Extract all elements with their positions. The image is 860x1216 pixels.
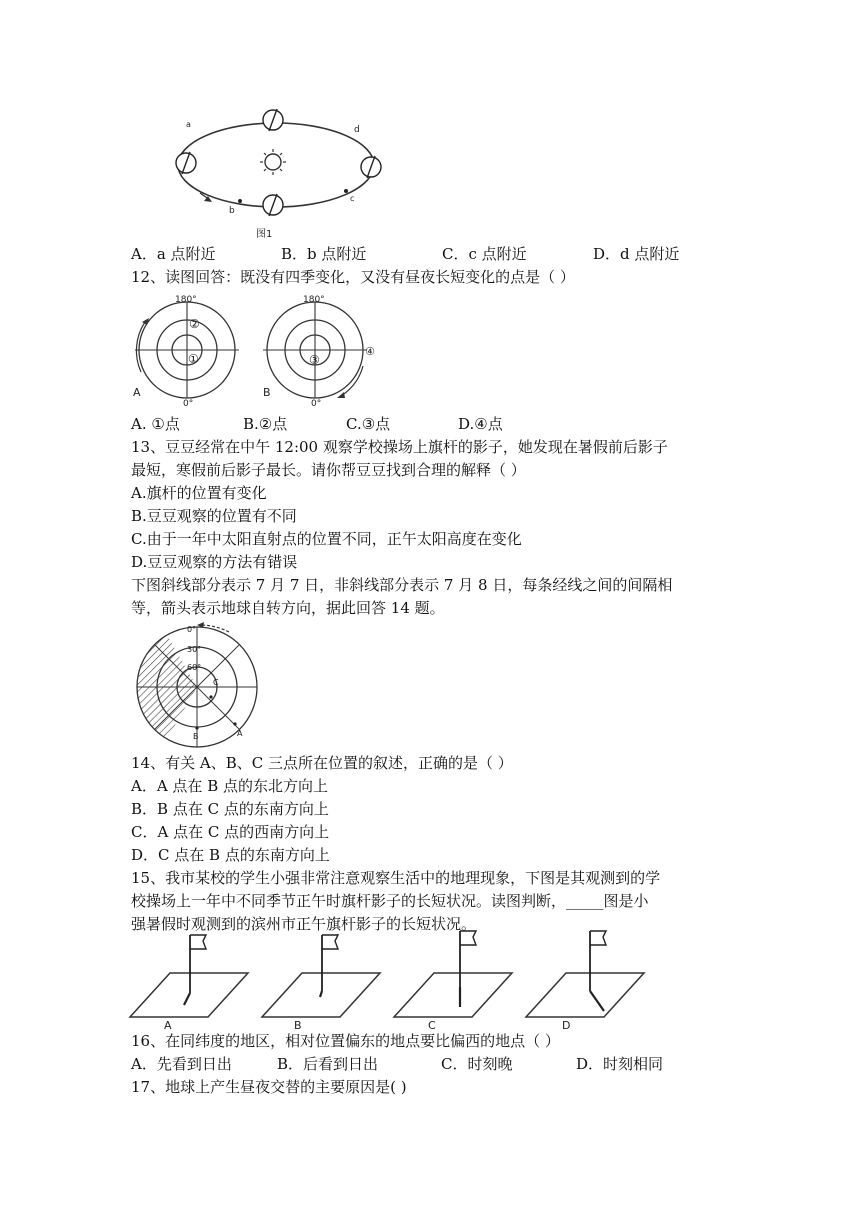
orbit-label-a: a xyxy=(186,120,191,129)
q15-stem-line3: 强暑假时观测到的滨州市正午旗杆影子的长短状况。 xyxy=(131,915,477,933)
q12-option-c[interactable]: C.③点 xyxy=(346,415,391,433)
q13-stem-line1: 13、豆豆经常在中午 12:00 观察学校操场上旗杆的影子，她发现在暑假前后影子 xyxy=(131,438,668,456)
polar-a-mark-2: ② xyxy=(189,317,200,331)
polar-diagram-b xyxy=(263,295,375,409)
sun-icon xyxy=(260,149,286,175)
polar-a-mark-1: ① xyxy=(188,352,199,366)
q13-option-a[interactable]: A.旗杆的位置有变化 xyxy=(131,484,267,502)
q13-option-d[interactable]: D.豆豆观察的方法有错误 xyxy=(131,553,298,571)
q12-option-b[interactable]: B.②点 xyxy=(243,415,288,433)
fig3-label-b: B xyxy=(193,732,199,741)
q16-option-b[interactable]: B．后看到日出 xyxy=(277,1055,379,1073)
q11-option-b[interactable]: B．b 点附近 xyxy=(281,245,367,263)
flagpole-label-a: A xyxy=(164,1019,172,1031)
fig3-label-30deg: 30° xyxy=(187,645,202,654)
q14-intro-line1: 下图斜线部分表示 7 月 7 日，非斜线部分表示 7 月 8 日，每条经线之间的间隔相 xyxy=(131,576,673,594)
polar-b-mark-4: ④ xyxy=(365,345,375,358)
q14-stem: 14、有关 A、B、C 三点所在位置的叙述，正确的是（ ） xyxy=(131,754,513,772)
polar-b-letter: B xyxy=(263,386,271,399)
polar-b-top-label: 180° xyxy=(303,295,325,305)
flagpole-label-d: D xyxy=(562,1019,571,1031)
q12-option-a[interactable]: A. ①点 xyxy=(131,415,180,433)
q13-option-c[interactable]: C.由于一年中太阳直射点的位置不同，正午太阳高度在变化 xyxy=(131,530,522,548)
q14-option-b[interactable]: B．B 点在 C 点的东南方向上 xyxy=(131,800,329,818)
flagpole-diagram-c xyxy=(394,931,512,1031)
orbit-label-d: d xyxy=(354,125,360,135)
flagpole-diagram-b xyxy=(262,935,380,1031)
polar-a-bottom-label: 0° xyxy=(183,399,194,409)
q12-stem: 12、读图回答：既没有四季变化，又没有昼夜长短变化的点是（ ） xyxy=(131,268,575,286)
polar-a-top-label: 180° xyxy=(175,295,197,305)
fig3-label-a: A xyxy=(237,729,243,738)
q11-option-c[interactable]: C．c 点附近 xyxy=(442,245,527,263)
polar-figure xyxy=(131,292,381,410)
q11-option-a[interactable]: A．a 点附近 xyxy=(131,245,216,263)
fig3-label-60deg: 60° xyxy=(187,663,202,672)
polar-diagram-a xyxy=(133,295,239,409)
q16-option-a[interactable]: A．先看到日出 xyxy=(131,1055,232,1073)
q14-option-d[interactable]: D．C 点在 B 点的东南方向上 xyxy=(131,846,330,864)
fig3-label-c: C xyxy=(213,678,219,687)
q15-stem-line2: 校操场上一年中不同季节正午时旗杆影子的长短状况。读图判断，_____图是小 xyxy=(131,892,649,910)
orbit-label-b: b xyxy=(229,206,235,216)
q16-option-d[interactable]: D．时刻相同 xyxy=(576,1055,664,1073)
flagpole-label-b: B xyxy=(294,1019,302,1031)
q13-stem-line2: 最短，寒假前后影子最长。请你帮豆豆找到合理的解释（ ） xyxy=(131,461,526,479)
q17-stem: 17、地球上产生昼夜交替的主要原因是( ) xyxy=(131,1078,407,1096)
q14-option-a[interactable]: A．A 点在 B 点的东北方向上 xyxy=(131,777,328,795)
orbit-label-c: c xyxy=(350,194,355,203)
flagpole-label-c: C xyxy=(428,1019,436,1031)
flagpole-diagram-d xyxy=(526,931,644,1031)
q14-intro-line2: 等，箭头表示地球自转方向，据此回答 14 题。 xyxy=(131,599,445,617)
q15-stem-line1: 15、我市某校的学生小强非常注意观察生活中的地理现象，下图是其观测到的学 xyxy=(131,869,661,887)
flagpole-diagram-a xyxy=(130,935,248,1031)
flagpole-shadows-figure xyxy=(128,925,648,1031)
polar-b-mark-3: ③ xyxy=(309,353,320,367)
orbit-figure xyxy=(168,105,398,240)
polar-b-bottom-label: 0° xyxy=(311,399,322,409)
q13-option-b[interactable]: B.豆豆观察的位置有不同 xyxy=(131,507,297,525)
q12-option-d[interactable]: D.④点 xyxy=(458,415,503,433)
q14-option-c[interactable]: C．A 点在 C 点的西南方向上 xyxy=(131,823,330,841)
orbit-caption: 图1 xyxy=(256,229,273,240)
q16-stem: 16、在同纬度的地区，相对位置偏东的地点要比偏西的地点（ ） xyxy=(131,1032,560,1050)
q16-option-c[interactable]: C．时刻晚 xyxy=(441,1055,513,1073)
q11-option-d[interactable]: D．d 点附近 xyxy=(593,245,680,263)
fig3-label-0deg: 0° xyxy=(187,625,197,634)
polar-a-letter: A xyxy=(133,386,141,399)
day-line-figure xyxy=(131,620,261,750)
